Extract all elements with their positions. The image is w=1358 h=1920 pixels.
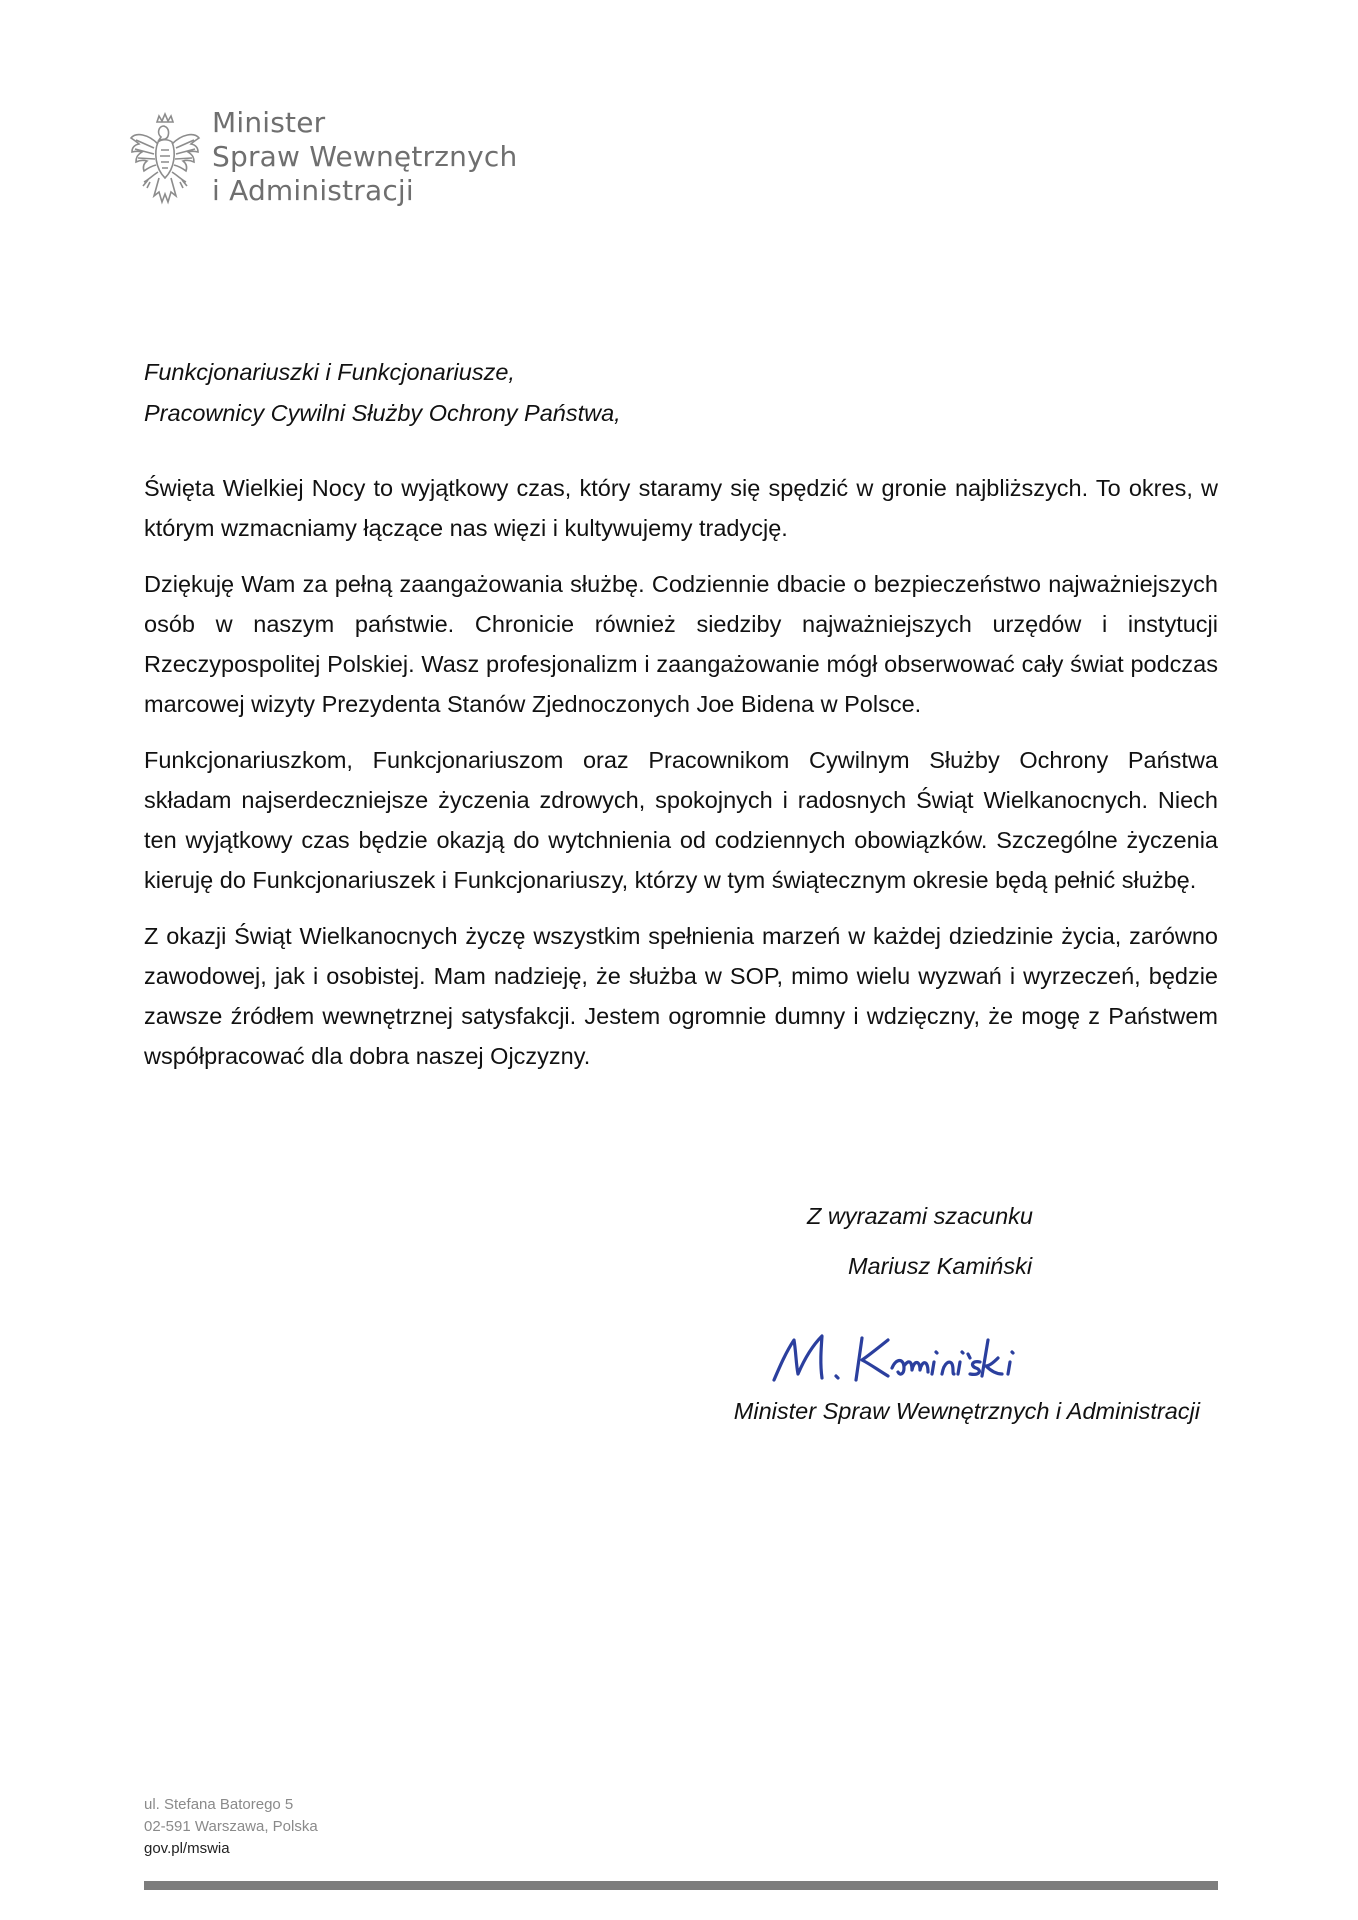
letterhead [128,106,517,216]
address-city: 02-591 Warszawa, Polska [144,1818,318,1835]
salutation [144,352,621,434]
salutation-line-1: Funkcjonariuszki i Funkcjonariusze, [144,359,515,385]
closing-regards: Z wyrazami szacunku [807,1203,1033,1229]
website-link[interactable]: gov.pl/mswia [144,1840,230,1857]
salutation-line-2: Pracownicy Cywilni Służby Ochrony Państwa, [144,400,621,426]
signatory-name: Mariusz Kamiński [847,1253,1033,1279]
handwritten-signature [766,1318,1086,1398]
paragraph-2: Dziękuję Wam za pełną zaangażowania służbę. Codziennie dbacie o bezpieczeństwo najważniejszych osób w naszym państwie. Chronicie również siedziby najważniejszych urzędów i instytucji Rzeczypospolitej Polskiej. Wasz profesjonalizm i zaangażowanie mógł obserwować cały świat podczas marcowej wizyty Prezydenta Stanów Zjednoczonych Joe Bidena w Polsce. [144,571,1218,717]
address-street: ul. Stefana Batorego 5 [144,1796,294,1813]
paragraph-4: Z okazji Świąt Wielkanocnych życzę wszystkim spełnienia marzeń w każdej dziedzinie życia, zarówno zawodowej, jak i osobistej. Mam nadzieję, że służba w SOP, mimo wielu wyzwań i wyrzeczeń, będzie zawsze źródłem wewnętrznej satysfakcji. Jestem ogromnie dumny i wdzięczny, że mogę z Państwem współpracować dla dobra naszej Ojczyzny. [144,923,1218,1069]
ministry-name [212,106,517,208]
ministry-name-line-3: i Administracji [212,174,414,207]
letter-body [144,468,1218,1092]
signatory-position: Minister Spraw Wewnętrznych i Administracji [733,1398,1200,1424]
ministry-name-line-2: Spraw Wewnętrznych [212,140,518,173]
footer-address [144,1794,318,1860]
polish-eagle-emblem-icon [128,112,202,216]
paragraph-3: Funkcjonariuszkom, Funkcjonariuszom oraz Pracownikom Cywilnym Służby Ochrony Państwa składam najserdeczniejsze życzenia zdrowych, spokojnych i radosnych Świąt Wielkanocnych. Niech ten wyjątkowy czas będzie okazją do wytchnienia od codziennych obowiązków. Szczególne życzenia kieruję do Funkcjonariuszek i Funkcjonariuszy, którzy w tym świątecznym okresie będą pełnić służbę. [144,747,1218,893]
footer-divider [144,1881,1218,1890]
paragraph-1: Święta Wielkiej Nocy to wyjątkowy czas, który staramy się spędzić w gronie najbliższych. To okres, w którym wzmacniamy łączące nas więzi i kultywujemy tradycję. [144,475,1218,541]
ministry-name-line-1: Minister [212,106,326,139]
